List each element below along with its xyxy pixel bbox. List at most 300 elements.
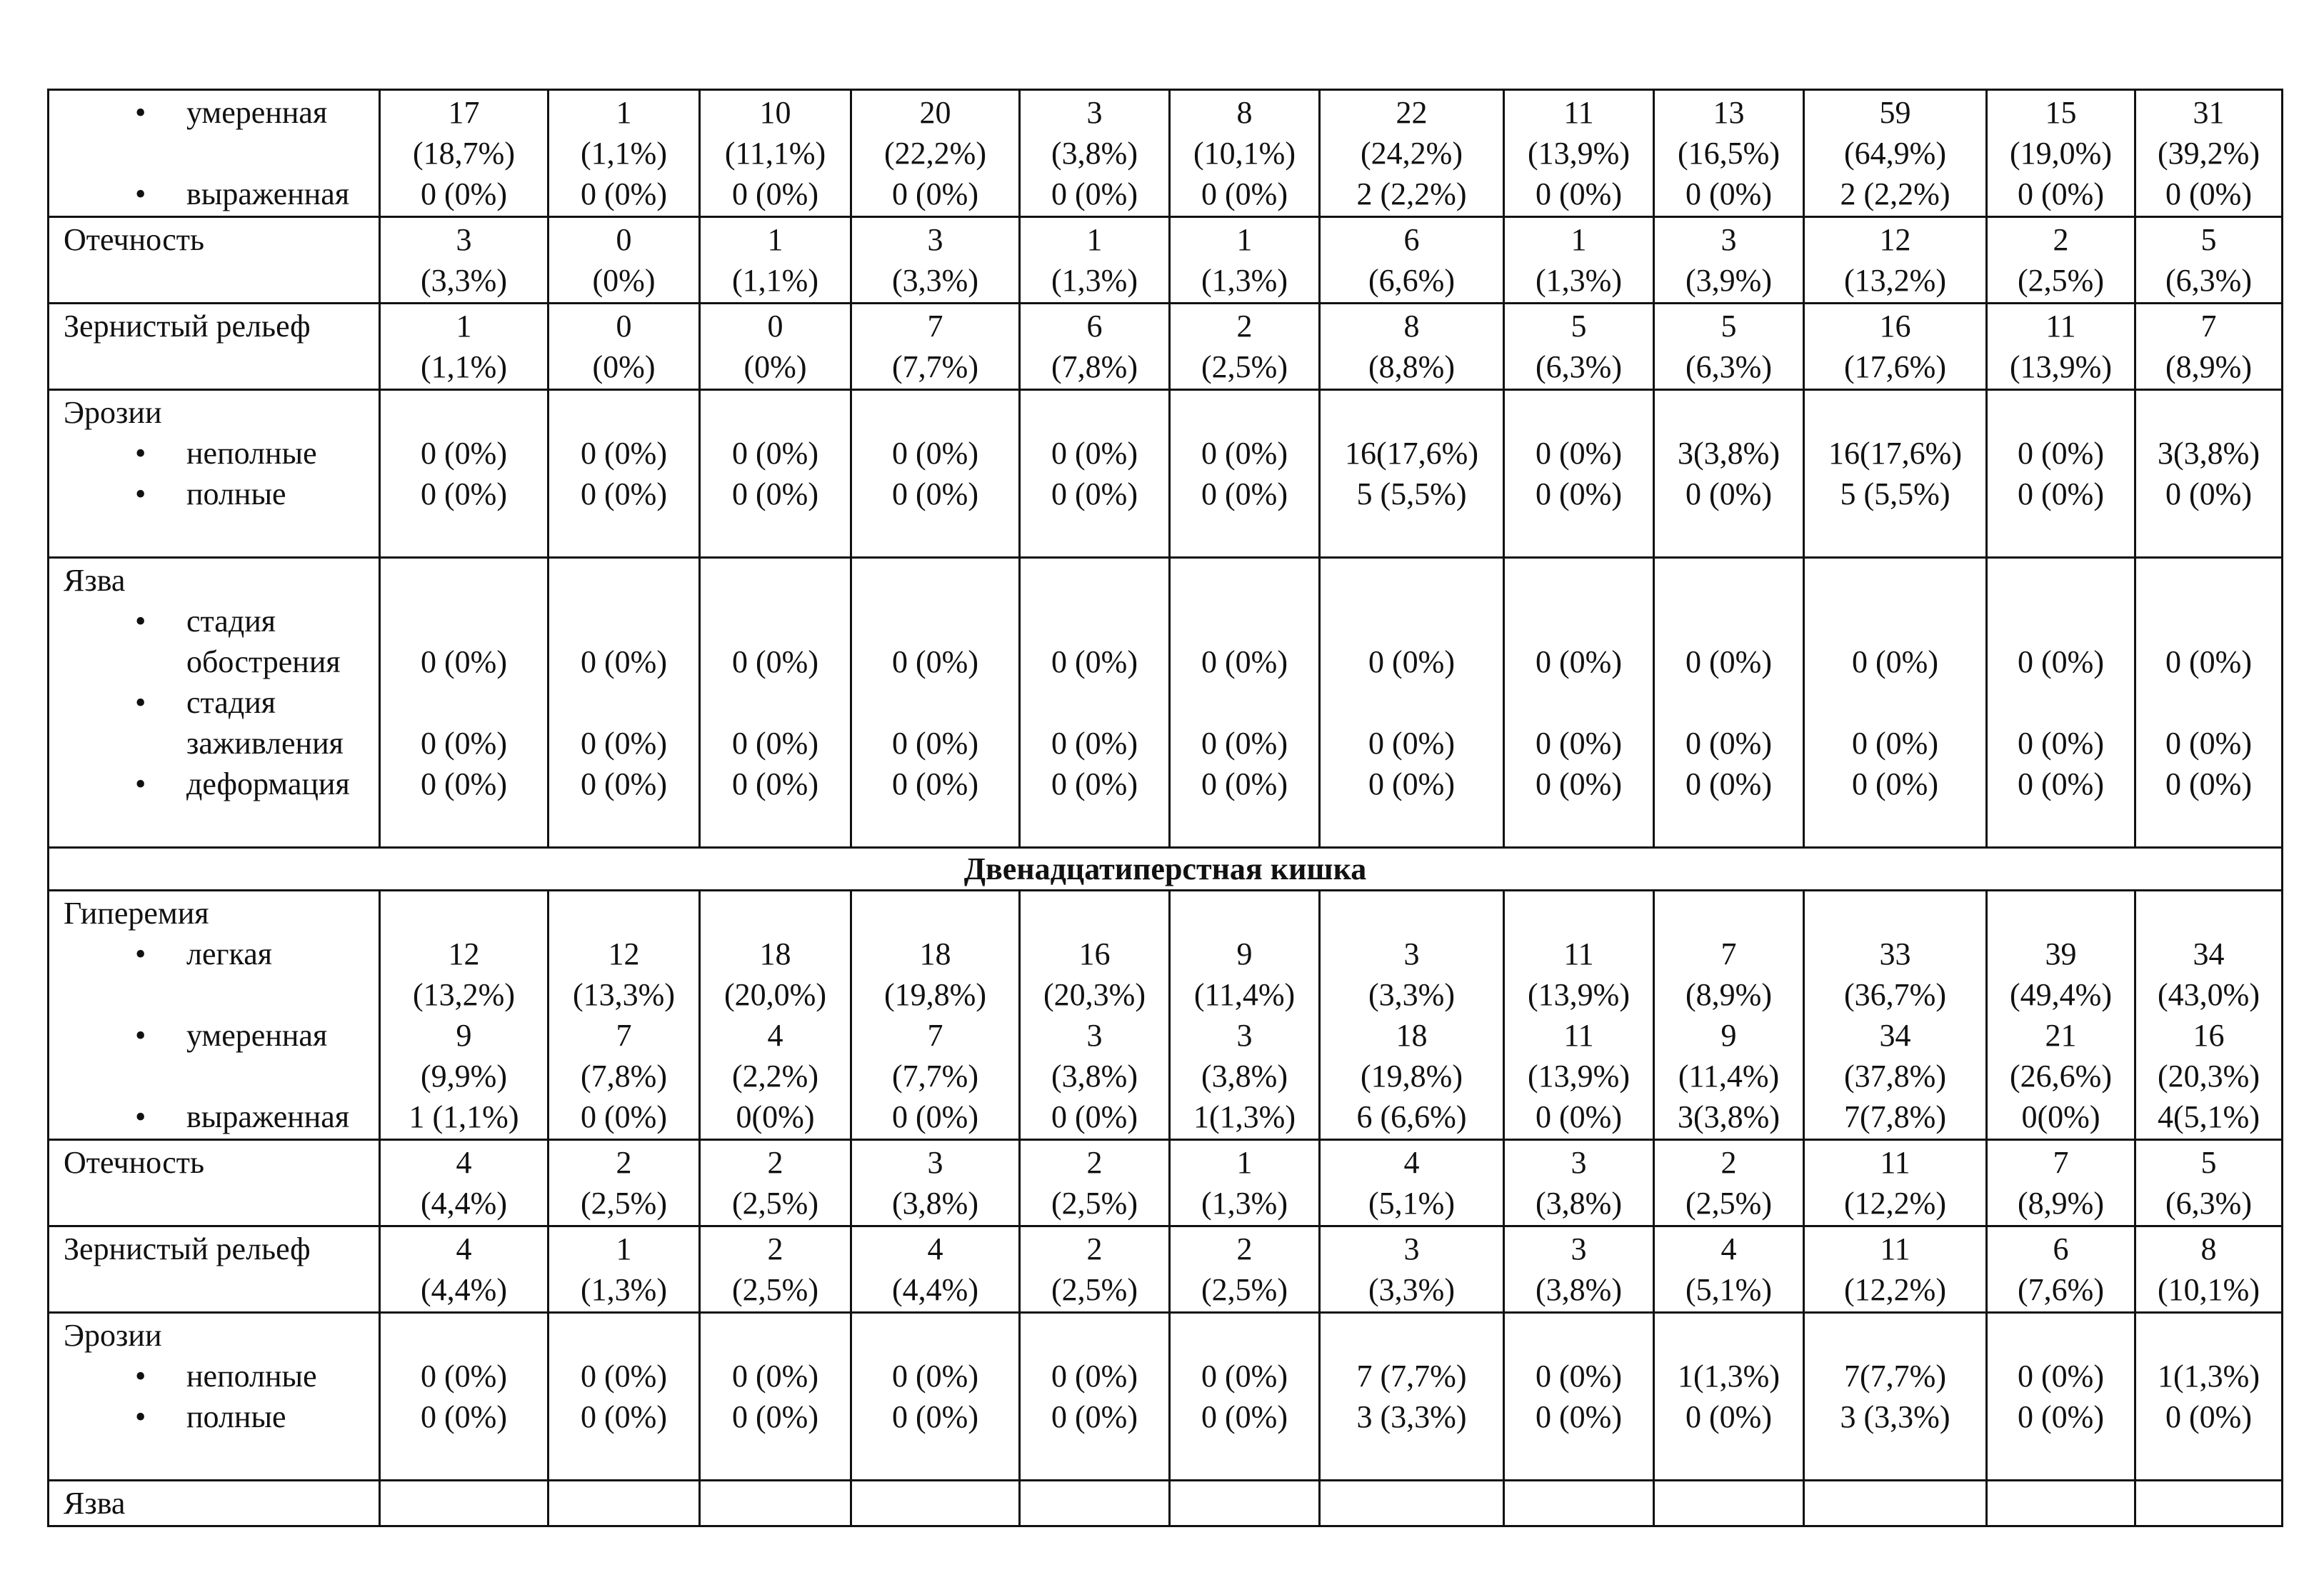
cell-value: 0 (0%) xyxy=(2165,1399,2252,1434)
spacer xyxy=(855,560,1016,601)
cell-value: 59 (64,9%) xyxy=(1844,95,1946,171)
cell-value: 0 (0%) xyxy=(581,726,667,761)
spacer xyxy=(2139,560,2278,601)
spacer xyxy=(552,682,696,723)
value-cell xyxy=(1170,217,1320,304)
cell-value: 0 (0%) xyxy=(1686,476,1772,511)
cell-value: 0 (0%) xyxy=(1536,726,1622,761)
spacer xyxy=(1508,560,1650,601)
value-cell xyxy=(549,390,700,558)
value-cell xyxy=(1804,558,1987,848)
value-cell xyxy=(1170,1313,1320,1481)
spacer xyxy=(703,601,847,641)
cell-value: 0 (0%) xyxy=(2018,1359,2104,1394)
value-cell xyxy=(1504,1140,1654,1226)
spacer xyxy=(1323,1315,1500,1356)
value-cell xyxy=(1504,891,1654,1140)
spacer xyxy=(1323,601,1500,641)
spacer xyxy=(1990,1315,2131,1356)
value-cell xyxy=(2135,217,2283,304)
value-cell xyxy=(549,217,700,304)
cell-value: 16(17,6%) xyxy=(1345,436,1478,471)
cell-value: 3 (3,3%) xyxy=(421,222,507,298)
cell-value: 1 (1,3%) xyxy=(1201,222,1288,298)
value-cell xyxy=(1320,217,1504,304)
spacer xyxy=(1023,560,1166,601)
cell-value: 0 (0%) xyxy=(1686,1399,1772,1434)
cell-value: 0 (0%) xyxy=(732,1399,818,1434)
spacer xyxy=(552,560,696,601)
spacer xyxy=(1173,392,1316,433)
value-cell xyxy=(2135,304,2283,390)
cell-value: 0 (0%) xyxy=(592,222,656,298)
value-cell xyxy=(1020,90,1170,217)
value-cell xyxy=(1804,1481,1987,1526)
document-page xyxy=(47,89,2281,1527)
cell-value: 0 (0%) xyxy=(581,644,667,679)
cell-value: 20 (22,2%) xyxy=(884,95,986,171)
value-cell xyxy=(1020,891,1170,1140)
spacer xyxy=(384,392,544,433)
row-duodenum-hyperemia xyxy=(49,891,2283,1140)
cell-value: 0 (0%) xyxy=(581,1399,667,1434)
cell-value: 7 (7,8%) xyxy=(581,1018,667,1094)
cell-value: 0 (0%) xyxy=(592,309,656,384)
row-label: Отечность xyxy=(64,1145,205,1180)
spacer xyxy=(552,893,696,934)
value-cell xyxy=(1320,90,1504,217)
cell-value: 0 (0%) xyxy=(1051,436,1138,471)
cell-value: 0 (0%) xyxy=(2165,176,2252,211)
cell-value: 7 (7,7%) xyxy=(892,1018,978,1094)
cell-value: 0 (0%) xyxy=(892,1399,978,1434)
row-duodenum-edema xyxy=(49,1140,2283,1226)
spacer xyxy=(1023,1315,1166,1356)
spacer xyxy=(384,601,544,641)
spacer xyxy=(2139,682,2278,723)
cell-value: 3 (3,3%) xyxy=(892,222,978,298)
cell-value: 6 (6,6%) xyxy=(1368,222,1455,298)
spacer xyxy=(1990,601,2131,641)
value-cell xyxy=(2135,390,2283,558)
cell-value: 0 (0%) xyxy=(732,766,818,801)
cell-value: 1 (1,1%) xyxy=(421,309,507,384)
value-cell xyxy=(2135,891,2283,1140)
row-label-cell xyxy=(49,304,380,390)
cell-value: 0 (0%) xyxy=(1051,766,1138,801)
cell-value: 0 (0%) xyxy=(1201,436,1288,471)
value-cell xyxy=(1654,891,1804,1140)
cell-value: 16 (20,3%) xyxy=(2158,1018,2260,1094)
cell-value: 0 (0%) xyxy=(1536,1099,1622,1134)
row-duodenum-granular-relief xyxy=(49,1226,2283,1313)
value-cell xyxy=(2135,1481,2283,1526)
cell-value: 0 (0%) xyxy=(1686,644,1772,679)
cell-value: 0 (0%) xyxy=(1051,1359,1138,1394)
spacer xyxy=(855,1315,1016,1356)
cell-value: 0 (0%) xyxy=(1201,766,1288,801)
spacer xyxy=(1323,893,1500,934)
cell-value: 0 (0%) xyxy=(892,436,978,471)
cell-value: 7 (7,7%) xyxy=(892,309,978,384)
value-cell xyxy=(380,558,549,848)
cell-value: 2 (2,5%) xyxy=(581,1145,667,1221)
value-cell xyxy=(851,1226,1020,1313)
spacer xyxy=(384,560,544,601)
spacer xyxy=(1173,560,1316,601)
cell-value: 2 (2,5%) xyxy=(1686,1145,1772,1221)
spacer xyxy=(1508,392,1650,433)
cell-value: 0 (0%) xyxy=(421,176,507,211)
cell-value: 0 (0%) xyxy=(1201,644,1288,679)
cell-value: 3 (3,3%) xyxy=(1368,1231,1455,1307)
row-duodenum-erosions xyxy=(49,1313,2283,1481)
cell-value: 0 (0%) xyxy=(892,726,978,761)
value-cell xyxy=(1170,1226,1320,1313)
cell-value: 0 (0%) xyxy=(732,436,818,471)
cell-value: 8 (10,1%) xyxy=(1193,95,1296,171)
cell-value: 0 (0%) xyxy=(1051,476,1138,511)
row-label: Язва xyxy=(64,563,126,598)
value-cell xyxy=(1504,304,1654,390)
spacer xyxy=(1658,560,1800,601)
sub-item: • неполные xyxy=(64,433,376,474)
value-cell xyxy=(851,304,1020,390)
spacer xyxy=(1173,682,1316,723)
cell-value: 0 (0%) xyxy=(421,1399,507,1434)
cell-value: 18 (20,0%) xyxy=(724,936,826,1012)
value-cell xyxy=(851,558,1020,848)
value-cell xyxy=(380,1313,549,1481)
cell-value: 0 (0%) xyxy=(1368,726,1455,761)
row-label: Язва xyxy=(64,1486,126,1521)
cell-value: 0 (0%) xyxy=(1051,1099,1138,1134)
cell-value: 0 (0%) xyxy=(1536,1399,1622,1434)
cell-value: 0 (0%) xyxy=(1201,476,1288,511)
cell-value: 39 (49,4%) xyxy=(2010,936,2112,1012)
value-cell xyxy=(1020,390,1170,558)
cell-value: 1(1,3%) xyxy=(1678,1359,1780,1394)
cell-value: 0 (0%) xyxy=(1201,1359,1288,1394)
value-cell xyxy=(380,1481,549,1526)
sub-item: • неполные xyxy=(64,1356,376,1396)
cell-value: 11 (13,9%) xyxy=(2010,309,2112,384)
spacer xyxy=(1808,560,1983,601)
spacer xyxy=(1658,1315,1800,1356)
value-cell xyxy=(1987,1140,2135,1226)
cell-value: 1 (1,3%) xyxy=(1536,222,1622,298)
cell-value: 34 (37,8%) xyxy=(1844,1018,1946,1094)
value-cell xyxy=(1654,1226,1804,1313)
cell-value: 3 (3,3%) xyxy=(1840,1399,1950,1434)
value-cell xyxy=(700,217,851,304)
cell-value: 0(0%) xyxy=(2021,1099,2100,1134)
cell-value: 0 (0%) xyxy=(2018,476,2104,511)
cell-value: 11 (12,2%) xyxy=(1844,1145,1946,1221)
spacer xyxy=(2139,601,2278,641)
cell-value: 0 (0%) xyxy=(1051,644,1138,679)
cell-value: 0 (0%) xyxy=(892,176,978,211)
cell-value: 0 (0%) xyxy=(743,309,807,384)
sub-item: • полные xyxy=(64,474,376,514)
cell-value: 33 (36,7%) xyxy=(1844,936,1946,1012)
spacer xyxy=(1990,893,2131,934)
value-cell xyxy=(380,304,549,390)
value-cell xyxy=(1654,304,1804,390)
row-label-cell xyxy=(49,558,380,848)
spacer xyxy=(1508,601,1650,641)
value-cell xyxy=(1804,304,1987,390)
spacer xyxy=(855,682,1016,723)
cell-value: 34 (43,0%) xyxy=(2158,936,2260,1012)
cell-value: 0 (0%) xyxy=(581,1099,667,1134)
spacer xyxy=(384,893,544,934)
cell-value: 4 (2,2%) xyxy=(732,1018,818,1094)
row-label-cell xyxy=(49,1313,380,1481)
cell-value: 0 (0%) xyxy=(581,476,667,511)
value-cell xyxy=(851,1313,1020,1481)
cell-value: 0 (0%) xyxy=(1051,726,1138,761)
cell-value: 6 (6,6%) xyxy=(1356,1099,1467,1134)
value-cell xyxy=(1020,1140,1170,1226)
cell-value: 11 (13,9%) xyxy=(1528,95,1630,171)
spacer xyxy=(1658,392,1800,433)
cell-value: 0 (0%) xyxy=(1686,766,1772,801)
spacer xyxy=(1658,682,1800,723)
value-cell xyxy=(549,304,700,390)
spacer xyxy=(855,392,1016,433)
value-cell xyxy=(1804,390,1987,558)
spacer xyxy=(1808,893,1983,934)
cell-value: 0 (0%) xyxy=(1536,176,1622,211)
value-cell xyxy=(1804,891,1987,1140)
cell-value: 4(5,1%) xyxy=(2158,1099,2260,1134)
cell-value: 0 (0%) xyxy=(1536,1359,1622,1394)
cell-value: 0 (0%) xyxy=(732,176,818,211)
cell-value: 11 (12,2%) xyxy=(1844,1231,1946,1307)
spacer xyxy=(1173,601,1316,641)
spacer xyxy=(703,893,847,934)
sub-item: • стадия обострения xyxy=(64,601,376,682)
cell-value: 0 (0%) xyxy=(2165,766,2252,801)
value-cell xyxy=(1504,90,1654,217)
cell-value: 0 (0%) xyxy=(1536,476,1622,511)
cell-value: 0 (0%) xyxy=(2018,644,2104,679)
spacer xyxy=(2139,392,2278,433)
row-hyperemia-continued xyxy=(49,90,2283,217)
value-cell xyxy=(1320,390,1504,558)
spacer xyxy=(1808,1315,1983,1356)
value-cell xyxy=(1020,1313,1170,1481)
spacer xyxy=(1808,601,1983,641)
value-cell xyxy=(1504,1226,1654,1313)
spacer xyxy=(1508,1315,1650,1356)
sub-item: • легкая xyxy=(64,934,376,974)
value-cell xyxy=(1170,390,1320,558)
spacer xyxy=(1658,601,1800,641)
spacer xyxy=(1990,560,2131,601)
row-label-cell xyxy=(49,1226,380,1313)
cell-value: 0 (0%) xyxy=(2018,436,2104,471)
cell-value: 16 (17,6%) xyxy=(1844,309,1946,384)
value-cell xyxy=(380,217,549,304)
value-cell xyxy=(2135,1226,2283,1313)
cell-value: 0 (0%) xyxy=(2018,1399,2104,1434)
value-cell xyxy=(1987,1481,2135,1526)
value-cell xyxy=(851,90,1020,217)
row-label-cell xyxy=(49,1481,380,1526)
cell-value: 2 (2,2%) xyxy=(1840,176,1950,211)
cell-value: 3 (3,8%) xyxy=(1051,1018,1138,1094)
value-cell xyxy=(1987,1226,2135,1313)
value-cell xyxy=(380,1140,549,1226)
value-cell xyxy=(700,558,851,848)
cell-value: 16(17,6%) xyxy=(1828,436,1962,471)
cell-value: 3(3,8%) xyxy=(2158,436,2260,471)
value-cell xyxy=(1320,1313,1504,1481)
section-row xyxy=(49,848,2283,891)
cell-value: 0 (0%) xyxy=(1368,644,1455,679)
cell-value: 0(0%) xyxy=(736,1099,815,1134)
cell-value: 11 (13,9%) xyxy=(1528,936,1630,1012)
value-cell xyxy=(851,217,1020,304)
cell-value: 9 (9,9%) xyxy=(421,1018,507,1094)
cell-value: 4 (4,4%) xyxy=(421,1145,507,1221)
cell-value: 0 (0%) xyxy=(1201,726,1288,761)
spacer xyxy=(552,392,696,433)
cell-value: 0 (0%) xyxy=(581,436,667,471)
cell-value: 0 (0%) xyxy=(892,766,978,801)
cell-value: 3 (3,8%) xyxy=(1536,1231,1622,1307)
sub-item: • деформация xyxy=(64,764,376,804)
sub-item: • выраженная xyxy=(64,1096,376,1137)
cell-value: 0 (0%) xyxy=(421,476,507,511)
value-cell xyxy=(700,90,851,217)
value-cell xyxy=(1504,558,1654,848)
row-label-cell xyxy=(49,90,380,217)
value-cell xyxy=(851,1140,1020,1226)
cell-value: 7(7,7%) xyxy=(1844,1359,1946,1394)
value-cell xyxy=(1987,390,2135,558)
cell-value: 0 (0%) xyxy=(421,644,507,679)
cell-value: 11 (13,9%) xyxy=(1528,1018,1630,1094)
spacer xyxy=(1023,601,1166,641)
cell-value: 4 (4,4%) xyxy=(421,1231,507,1307)
value-cell xyxy=(1654,1140,1804,1226)
cell-value: 0 (0%) xyxy=(581,766,667,801)
value-cell xyxy=(1320,558,1504,848)
value-cell xyxy=(1987,558,2135,848)
cell-value: 5 (5,5%) xyxy=(1840,476,1950,511)
spacer xyxy=(855,893,1016,934)
cell-value: 2 (2,2%) xyxy=(1356,176,1467,211)
cell-value: 0 (0%) xyxy=(892,644,978,679)
value-cell xyxy=(1804,1313,1987,1481)
cell-value: 0 (0%) xyxy=(2018,726,2104,761)
cell-value: 0 (0%) xyxy=(2165,476,2252,511)
cell-value: 3 (3,3%) xyxy=(1356,1399,1467,1434)
cell-value: 2 (2,5%) xyxy=(1201,309,1288,384)
spacer xyxy=(703,560,847,601)
spacer xyxy=(1023,893,1166,934)
value-cell xyxy=(1020,1226,1170,1313)
cell-value: 1 (1,1%) xyxy=(409,1099,519,1134)
spacer xyxy=(552,1315,696,1356)
value-cell xyxy=(700,891,851,1140)
spacer xyxy=(1990,682,2131,723)
cell-value: 8 (8,8%) xyxy=(1368,309,1455,384)
row-label: Отечность xyxy=(64,222,205,257)
cell-value: 5 (6,3%) xyxy=(2165,222,2252,298)
cell-value: 3 (3,8%) xyxy=(1536,1145,1622,1221)
cell-value: 0 (0%) xyxy=(732,644,818,679)
cell-value: 0 (0%) xyxy=(1201,176,1288,211)
value-cell xyxy=(700,390,851,558)
spacer xyxy=(2139,1315,2278,1356)
cell-value: 4 (5,1%) xyxy=(1686,1231,1772,1307)
value-cell xyxy=(1320,304,1504,390)
row-label-cell xyxy=(49,217,380,304)
spacer xyxy=(1173,1315,1316,1356)
spacer xyxy=(1323,560,1500,601)
spacer xyxy=(703,1315,847,1356)
value-cell xyxy=(1987,90,2135,217)
value-cell xyxy=(2135,558,2283,848)
cell-value: 12 (13,2%) xyxy=(413,936,515,1012)
cell-value: 7 (8,9%) xyxy=(2165,309,2252,384)
cell-value: 0 (0%) xyxy=(581,1359,667,1394)
value-cell xyxy=(1020,304,1170,390)
value-cell xyxy=(2135,90,2283,217)
value-cell xyxy=(1170,1140,1320,1226)
spacer xyxy=(1808,392,1983,433)
cell-value: 13 (16,5%) xyxy=(1678,95,1780,171)
spacer xyxy=(1508,682,1650,723)
cell-value: 17 (18,7%) xyxy=(413,95,515,171)
cell-value: 0 (0%) xyxy=(421,436,507,471)
value-cell xyxy=(549,1313,700,1481)
cell-value: 2 (2,5%) xyxy=(1051,1145,1138,1221)
cell-value: 1 (1,3%) xyxy=(1201,1145,1288,1221)
cell-value: 6 (7,8%) xyxy=(1051,309,1138,384)
spacer xyxy=(703,392,847,433)
cell-value: 1 (1,3%) xyxy=(581,1231,667,1307)
spacer xyxy=(2139,893,2278,934)
value-cell xyxy=(1504,1313,1654,1481)
value-cell xyxy=(1987,891,2135,1140)
cell-value: 3(3,8%) xyxy=(1678,1099,1780,1134)
value-cell xyxy=(700,1226,851,1313)
value-cell xyxy=(1170,558,1320,848)
cell-value: 3 (3,3%) xyxy=(1368,936,1455,1012)
cell-value: 0 (0%) xyxy=(2018,176,2104,211)
cell-value: 0 (0%) xyxy=(1852,644,1938,679)
cell-value: 6 (7,6%) xyxy=(2018,1231,2104,1307)
value-cell xyxy=(1504,1481,1654,1526)
row-label-cell xyxy=(49,1140,380,1226)
row-ulcer xyxy=(49,558,2283,848)
cell-value: 1 (1,1%) xyxy=(581,95,667,171)
value-cell xyxy=(1320,1140,1504,1226)
cell-value: 0 (0%) xyxy=(732,726,818,761)
cell-value: 8 (10,1%) xyxy=(2158,1231,2260,1307)
spacer xyxy=(384,1315,544,1356)
cell-value: 0 (0%) xyxy=(1536,644,1622,679)
spacer xyxy=(1323,682,1500,723)
cell-value: 5 (6,3%) xyxy=(1536,309,1622,384)
cell-value: 9 (11,4%) xyxy=(1193,936,1296,1012)
cell-value: 0 (0%) xyxy=(892,1099,978,1134)
